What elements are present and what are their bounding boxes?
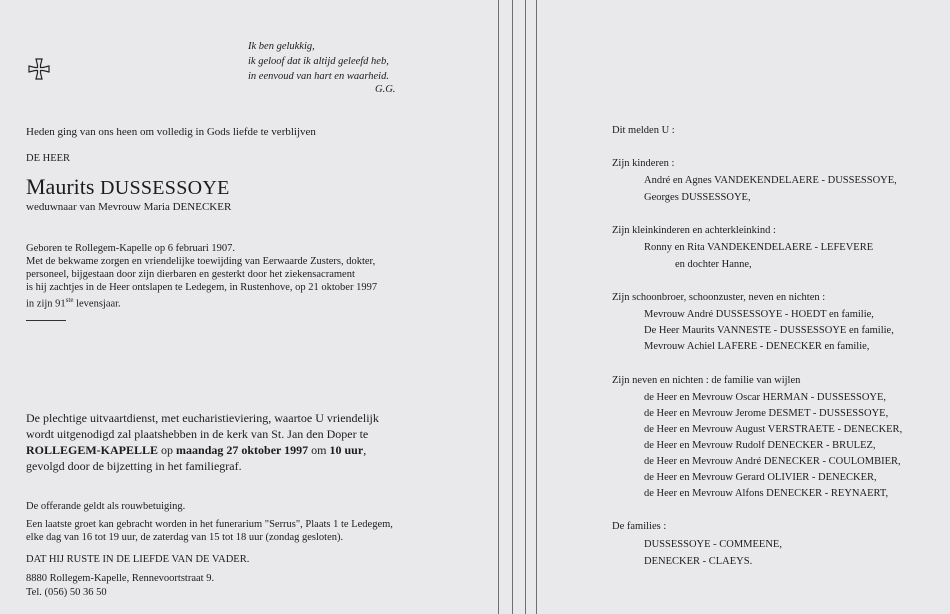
- phone-line: Tel. (056) 50 36 50: [26, 587, 107, 598]
- child-1: André en Agnes VANDEKENDELAERE - DUSSESSOYE,: [644, 175, 897, 186]
- intro-text: Heden ging van ons heen om volledig in Gods liefde te verblijven: [26, 126, 316, 138]
- funeral-line-4: gevolgd door de bijzetting in het familiegraf.: [26, 459, 242, 473]
- funeral-om: om: [308, 443, 330, 457]
- grandchild-2: en dochter Hanne,: [675, 259, 752, 270]
- poem-initials: G.G.: [375, 84, 396, 95]
- funeral-comma: ,: [363, 443, 367, 457]
- fold-line-4: [536, 0, 537, 614]
- cross-icon: [28, 58, 50, 80]
- bio-line-3: personeel, bijgestaan door zijn dierbaren en gesterkt door het ziekensacrament: [26, 269, 355, 280]
- funeral-line-1: De plechtige uitvaartdienst, met eucharistieviering, waartoe U vriendelijk: [26, 411, 379, 425]
- widower-line: weduwnaar van Mevrouw Maria DENECKER: [26, 201, 232, 213]
- bio-line-5: [26, 294, 121, 311]
- last-name: DUSSESSOYE: [99, 177, 230, 199]
- fold-line-1: [498, 0, 499, 614]
- bio-line-4: is hij zachtjes in de Heer ontslapen te Ledegem, in Rustenhove, op 21 oktober 1997: [26, 282, 378, 293]
- deceased-name: [26, 174, 230, 201]
- grandchild-1: Ronny en Rita VANDEKENDELAERE - LEFEVERE: [644, 242, 874, 253]
- right-page: [538, 0, 950, 614]
- family-1: DUSSESSOYE - COMMEENE,: [644, 539, 782, 550]
- divider-dash: [26, 320, 66, 321]
- inlaw-3: Mevrouw Achiel LAFERE - DENECKER en familie,: [644, 341, 870, 352]
- funeral-date: maandag 27 oktober 1997: [176, 443, 309, 457]
- funeral-time: 10 uur: [329, 443, 364, 457]
- children-title: Zijn kinderen :: [612, 158, 675, 169]
- age-prefix: in zijn 91: [26, 298, 66, 310]
- cousin-5: de Heer en Mevrouw André DENECKER - COULOMBIER,: [644, 456, 901, 467]
- funeral-line-3: [26, 442, 366, 458]
- funeral-line-2: wordt uitgenodigd zal plaatshebben in de kerk van St. Jan den Doper te: [26, 427, 369, 441]
- families-title: De families :: [612, 521, 667, 532]
- funeral-op: op: [158, 443, 177, 457]
- bio-line-2: Met de bekwame zorgen en vriendelijke toewijding van Eerwaarde Zusters, dokter,: [26, 256, 376, 267]
- inlaw-2: De Heer Maurits VANNESTE - DUSSESSOYE en familie,: [644, 325, 894, 336]
- poem-line-1: Ik ben gelukkig,: [248, 41, 315, 52]
- cousin-6: de Heer en Mevrouw Gerard OLIVIER - DENECKER,: [644, 472, 877, 483]
- cousin-7: de Heer en Mevrouw Alfons DENECKER - REYNAERT,: [644, 488, 889, 499]
- funeral-place: ROLLEGEM-KAPELLE: [26, 443, 159, 457]
- offering-note: De offerande geldt als rouwbetuiging.: [26, 501, 186, 512]
- inlaws-title: Zijn schoonbroer, schoonzuster, neven en nichten :: [612, 292, 826, 303]
- first-name: Maurits: [26, 174, 95, 199]
- inlaw-1: Mevrouw André DUSSESSOYE - HOEDT en familie,: [644, 309, 874, 320]
- cousins-title: Zijn neven en nichten : de familie van wijlen: [612, 375, 801, 386]
- visit-line-1: Een laatste groet kan gebracht worden in het funerarium "Serrus", Plaats 1 te Ledegem,: [26, 519, 393, 530]
- fold-line-2: [512, 0, 513, 614]
- cousin-2: de Heer en Mevrouw Jerome DESMET - DUSSESSOYE,: [644, 408, 889, 419]
- address-line: 8880 Rollegem-Kapelle, Rennevoortstraat 9.: [26, 573, 215, 584]
- poem-line-2: ik geloof dat ik altijd geleefd heb,: [248, 56, 389, 67]
- closing-line: DAT HIJ RUSTE IN DE LIEFDE VAN DE VADER.: [26, 554, 250, 565]
- fold-line-3: [525, 0, 526, 614]
- poem-line-3: in eenvoud van hart en waarheid.: [248, 71, 389, 82]
- cousin-3: de Heer en Mevrouw August VERSTRAETE - DENECKER,: [644, 424, 903, 435]
- bio-line-1: Geboren te Rollegem-Kapelle op 6 februari 1907.: [26, 243, 236, 254]
- age-sup: ste: [65, 296, 74, 304]
- family-2: DENECKER - CLAEYS.: [644, 556, 753, 567]
- cousin-1: de Heer en Mevrouw Oscar HERMAN - DUSSESSOYE,: [644, 392, 887, 403]
- age-suffix: levensjaar.: [73, 298, 121, 310]
- grandchildren-title: Zijn kleinkinderen en achterkleinkind :: [612, 225, 776, 236]
- cousin-4: de Heer en Mevrouw Rudolf DENECKER - BRULEZ,: [644, 440, 876, 451]
- announce-header: Dit melden U :: [612, 125, 675, 136]
- visit-line-2: elke dag van 16 tot 19 uur, de zaterdag van 15 tot 18 uur (zondag gesloten).: [26, 532, 344, 543]
- honorific: DE HEER: [26, 153, 71, 164]
- child-2: Georges DUSSESSOYE,: [644, 192, 751, 203]
